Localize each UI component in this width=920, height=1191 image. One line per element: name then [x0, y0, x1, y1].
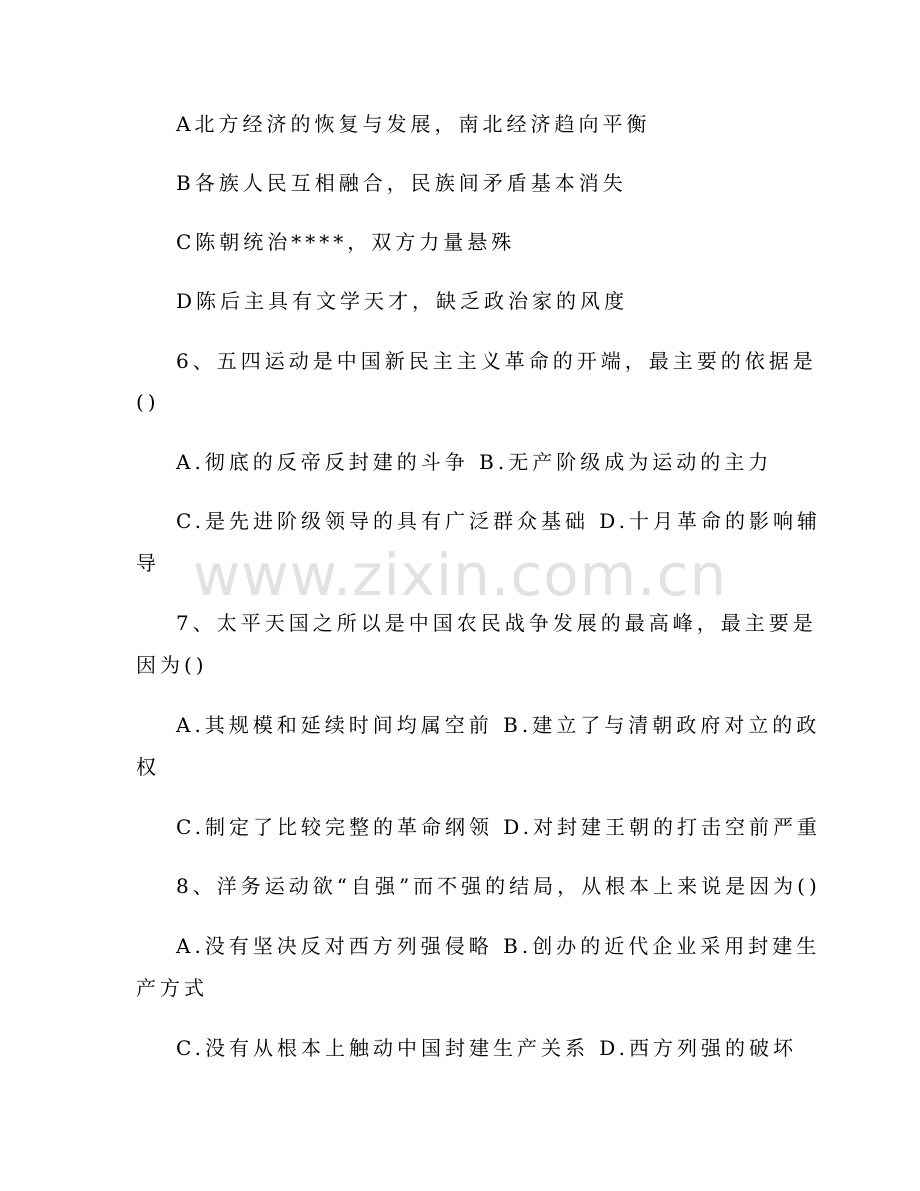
- question-8-options-ab: A.没有坚决反对西方列强侵略 B.创办的近代企业采用封建生: [176, 934, 821, 958]
- question-8-stem: 8、洋务运动欲“自强”而不强的结局，从根本上来说是因为(): [176, 874, 821, 898]
- question-7-options-ab-cont: 权: [136, 755, 160, 779]
- question-7-stem: 7、太平天国之所以是中国农民战争发展的最高峰，最主要是: [176, 611, 817, 635]
- question-6-stem-cont: (): [136, 390, 160, 414]
- option-5b: B各族人民互相融合，民族间矛盾基本消失: [176, 171, 627, 195]
- watermark: www.zixin.com.cn: [192, 541, 728, 609]
- option-5d: D陈后主具有文学天才，缺乏政治家的风度: [176, 289, 629, 313]
- question-7-options-cd: C.制定了比较完整的革命纲领 D.对封建王朝的打击空前严重: [176, 815, 821, 839]
- question-8-options-ab-cont: 产方式: [136, 976, 208, 1000]
- question-6-stem: 6、五四运动是中国新民主主义革命的开端，最主要的依据是: [176, 349, 817, 373]
- question-6-options-cd: C.是先进阶级领导的具有广泛群众基础 D.十月革命的影响辅: [176, 509, 821, 533]
- question-7-options-ab: A.其规模和延续时间均属空前 B.建立了与清朝政府对立的政: [176, 713, 821, 737]
- question-6-options-ab: A.彻底的反帝反封建的斗争 B.无产阶级成为运动的主力: [176, 450, 773, 474]
- option-5a: A北方经济的恢复与发展，南北经济趋向平衡: [176, 112, 651, 136]
- option-5c: C陈朝统治****，双方力量悬殊: [176, 230, 516, 254]
- question-6-options-cd-cont: 导: [136, 551, 160, 575]
- question-7-stem-cont: 因为(): [136, 653, 208, 677]
- question-8-options-cd: C.没有从根本上触动中国封建生产关系 D.西方列强的破坏: [176, 1036, 797, 1060]
